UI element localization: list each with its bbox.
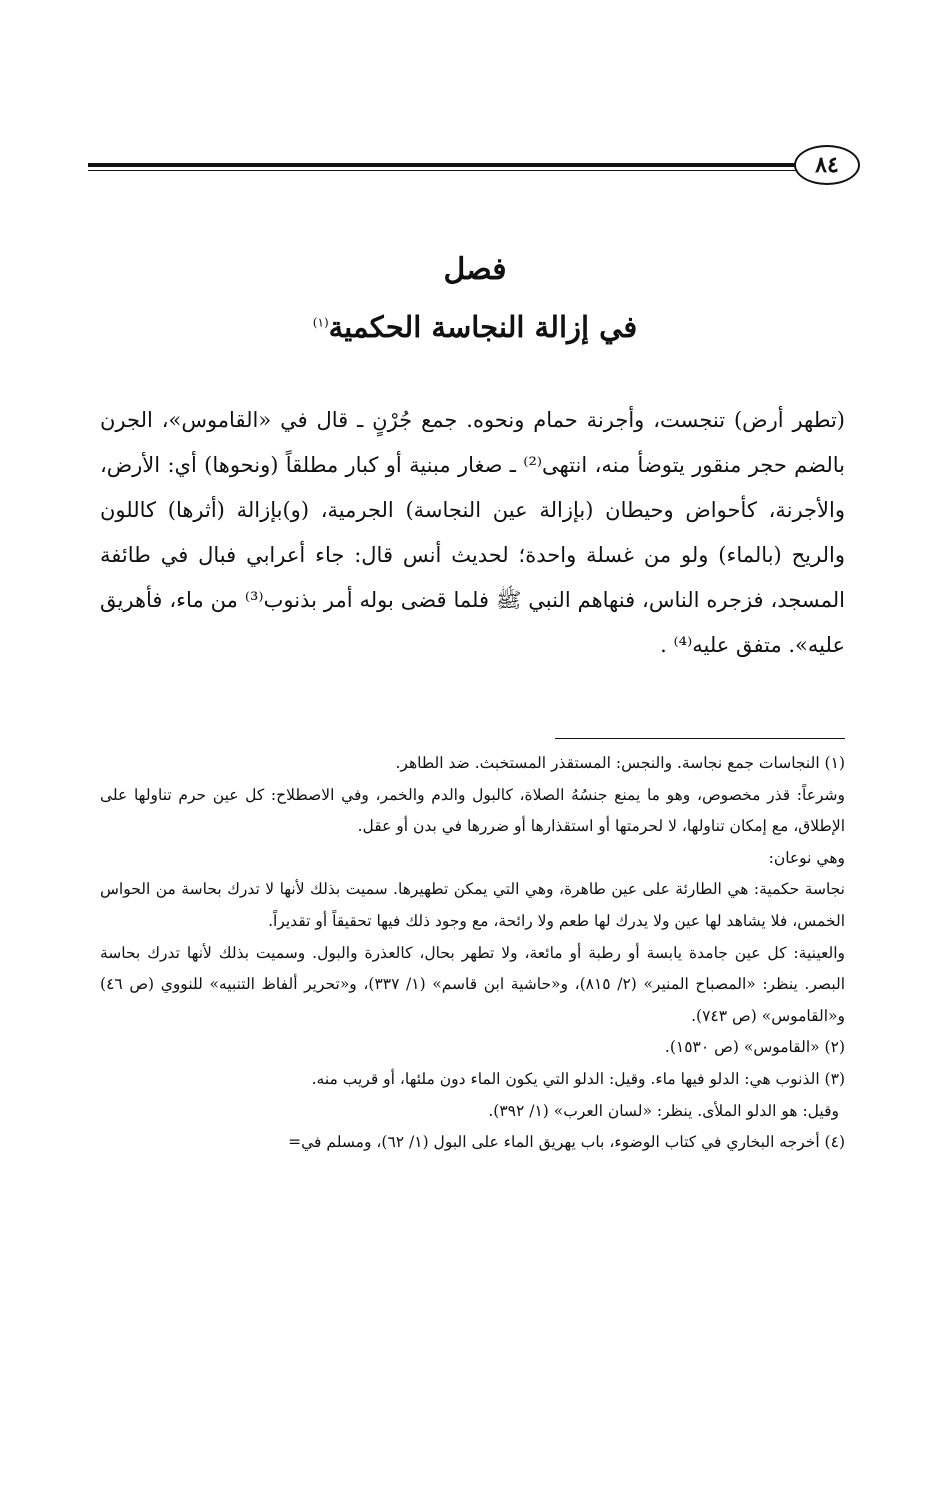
section-subheading bbox=[0, 310, 950, 344]
footnote-1: (١) النجاسات جمع نجاسة. والنجس: المستقذر المستخبث. ضد الطاهر. bbox=[395, 754, 845, 772]
footnote-1-continued: وشرعاً: قذر مخصوص، وهو ما يمنع جنسُهُ الصلاة، كالبول والدم والخمر، وفي الاصطلاح: كل عين حرم تناولها على الإطلاق، مع إمكان تناولها، لا لحرمتها أو استقذارها أو ضررها في بدن أو عقل. bbox=[100, 785, 845, 836]
header-rule-thin bbox=[88, 170, 803, 171]
section-heading: فصل bbox=[443, 252, 507, 287]
page-number: ٨٤ bbox=[794, 145, 860, 185]
subheading-text: في إزالة النجاسة الحكمية bbox=[328, 310, 638, 344]
main-text bbox=[100, 398, 845, 668]
body-paragraph: (تطهر أرض) تنجست، وأجرنة حمام ونحوه. جمع جُرْنٍ ـ قال في «القاموس»، الجرن بالضم حجر منقور يتوضأ منه، انتهى⁽²⁾ ـ صغار مبنية أو كبار مطلقاً (ونحوها) أي: الأرض، والأجرنة، كأحواض وحيطان (بإزالة عين النجاسة) الجرمية، (و)بإزالة (أثرها) كاللون والريح (بالماء) ولو من غسلة واحدة؛ لحديث أنس قال: جاء أعرابي فبال في طائفة المسجد، فزجره الناس، فنهاهم النبي ﷺ فلما قضى بوله أمر بذنوب⁽³⁾ من ماء، فأهريق عليه». متفق عليه⁽⁴⁾ . bbox=[100, 408, 845, 657]
footnote-1-continued: وهي نوعان: bbox=[768, 848, 845, 867]
footnote-1-continued: والعينية: كل عين جامدة يابسة أو رطبة أو مائعة، ولا تطهر بحال، كالعذرة والبول. وسميت بذلك لأنها تدرك بحاسة البصر. ينظر: «المصباح المنير» (٢/ ٨١٥)، و«حاشية ابن قاسم» (١/ ٣٣٧)، و«تحرير ألفاظ التنبيه» للنووي (ص ٤٦) و«القاموس» (ص ٧٤٣). bbox=[100, 943, 846, 1025]
footnote-3: (٣) الذنوب هي: الدلو فيها ماء. وقيل: الدلو التي يكون الماء دون ملئها، أو قريب منه. bbox=[311, 1069, 845, 1088]
page-header bbox=[88, 145, 868, 189]
footnote-2: (٢) «القاموس» (ص ١٥٣٠). bbox=[664, 1038, 845, 1057]
footnote-1-continued: نجاسة حكمية: هي الطارئة على عين طاهرة، وهي التي يمكن تطهيرها. سميت بذلك لأنها لا تدرك بحاسة من الحواس الخمس، فلا يشاهد لها عين ولا يدرك لها طعم ولا رائحة، مع وجود ذلك فيها تحقيقاً أو تقديراً. bbox=[100, 880, 845, 930]
footnote-3-continued: وقيل: هو الدلو الملأى. ينظر: «لسان العرب» (١/ ٣٩٢). bbox=[488, 1101, 839, 1120]
footnote-4: (٤) أخرجه البخاري في كتاب الوضوء، باب يهريق الماء على البول (١/ ٦٢)، ومسلم في= bbox=[288, 1133, 845, 1152]
footnote-ref-1: (١) bbox=[312, 315, 329, 330]
footnotes bbox=[100, 748, 845, 1159]
footnote-separator bbox=[555, 738, 845, 739]
header-rule bbox=[88, 163, 803, 167]
